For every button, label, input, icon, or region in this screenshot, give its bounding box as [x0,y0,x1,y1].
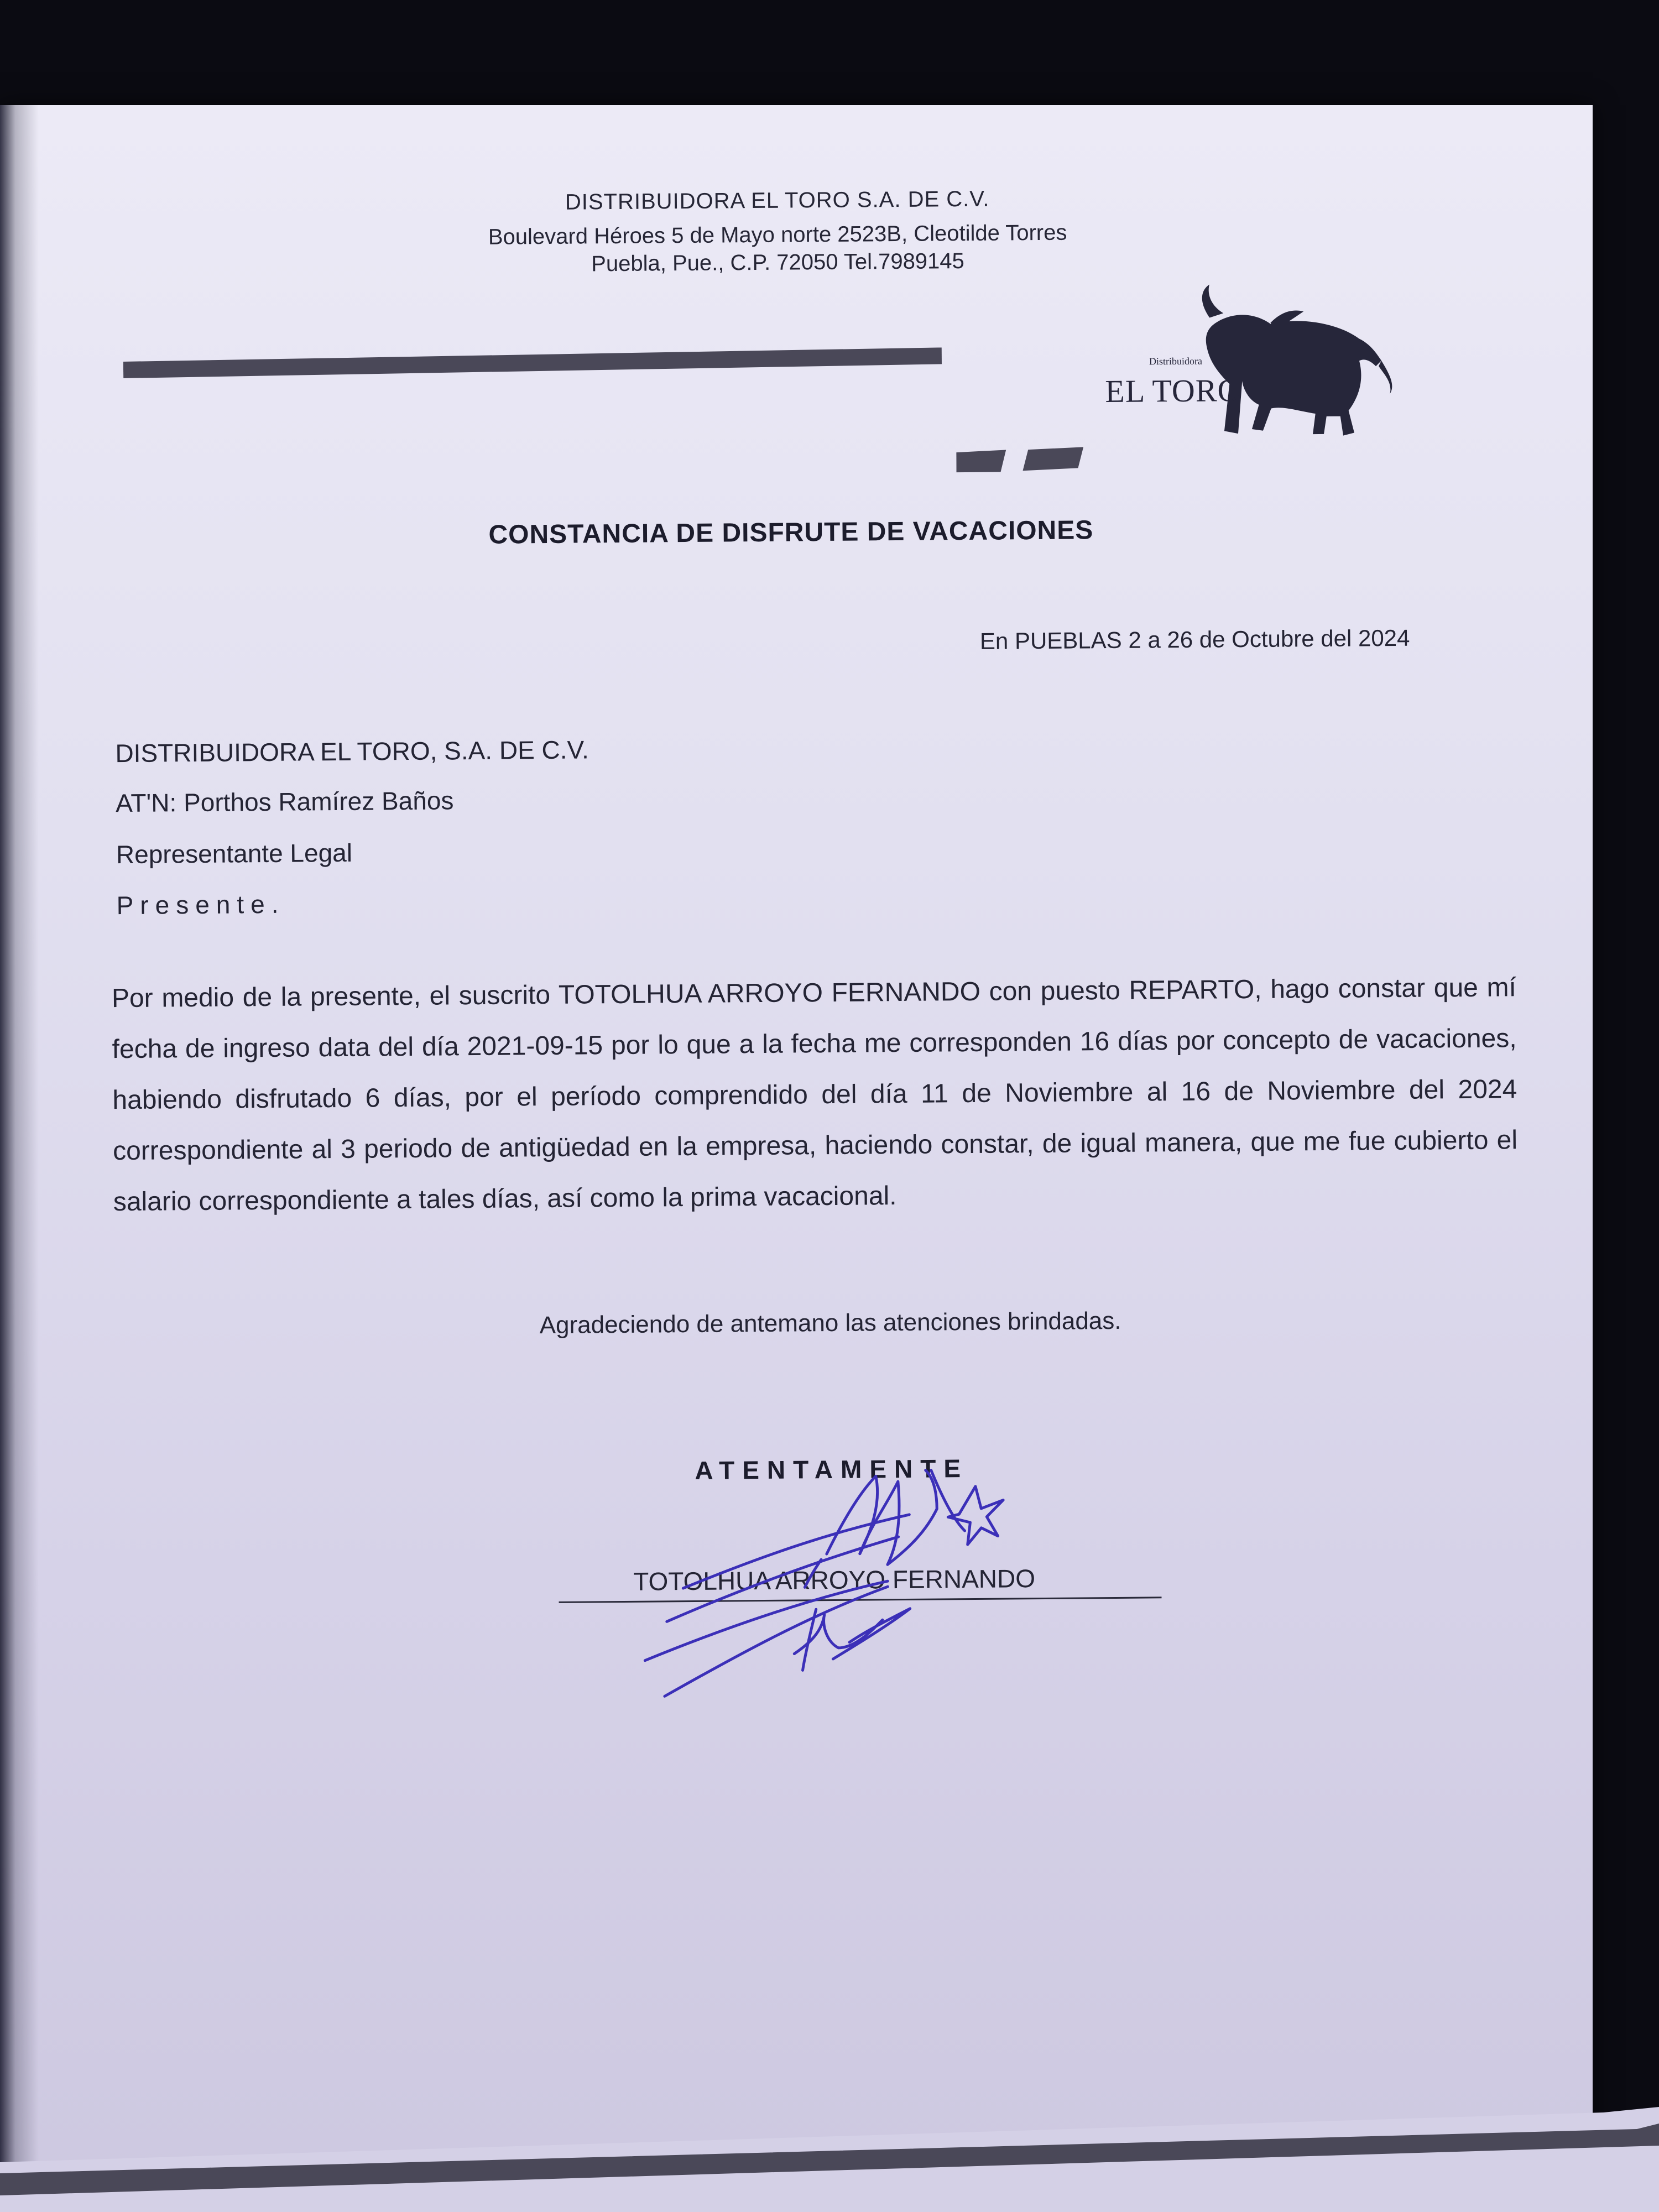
recipient-attention: AT'N: Porthos Ramírez Baños [115,786,454,818]
body-paragraph: Por medio de la presente, el suscrito TOTOLHUA ARROYO FERNANDO con puesto REPARTO, hago constar que mí fecha de ingreso data del día 2021-09-15 por lo que a la fecha me corresponden 16 días por concepto de vacaciones, habiendo disfrutado 6 días, por el período comprendido del día 11 de Noviembre al 16 de Noviembre del 2024 correspondiente al 3 periodo de antigüedad en la empresa, haciendo constar, de igual manera, que me fue cubierto el salario correspondiente a tales días, así como la prima vacacional. [111,973,1518,1217]
header-decorative-band [123,347,964,378]
header-company-name: DISTRIBUIDORA EL TORO S.A. DE C.V. [565,186,990,215]
logo-small-text: Distribuidora [1149,355,1203,367]
recipient-company: DISTRIBUIDORA EL TORO, S.A. DE C.V. [115,735,589,768]
band-dashes [956,446,1094,480]
signoff: ATENTAMENTE [695,1454,969,1485]
document-page [0,105,1593,2212]
document-content [0,105,1593,2212]
closing-line: Agradeciendo de antemano las atenciones brindadas. [539,1307,1121,1339]
next-page-band [0,2068,1659,2212]
header-address-line-1: Boulevard Héroes 5 de Mayo norte 2523B, Cleotilde Torres [488,220,1067,249]
signer-name: TOTOLHUA ARROYO FERNANDO [633,1564,1036,1596]
page-edge-shadow [0,105,39,2212]
date-line: En PUEBLAS 2 a 26 de Octubre del 2024 [979,624,1410,654]
document-title: CONSTANCIA DE DISFRUTE DE VACACIONES [488,515,1094,550]
header-address-line-2: Puebla, Pue., C.P. 72050 Tel.7989145 [591,249,964,276]
recipient-role: Representante Legal [116,838,353,869]
bull-logo-icon [1104,278,1393,446]
handwritten-signature [599,1419,1099,1744]
recipient-presente: Presente. [116,889,285,920]
logo-wordmark: EL TORO [1105,372,1241,410]
